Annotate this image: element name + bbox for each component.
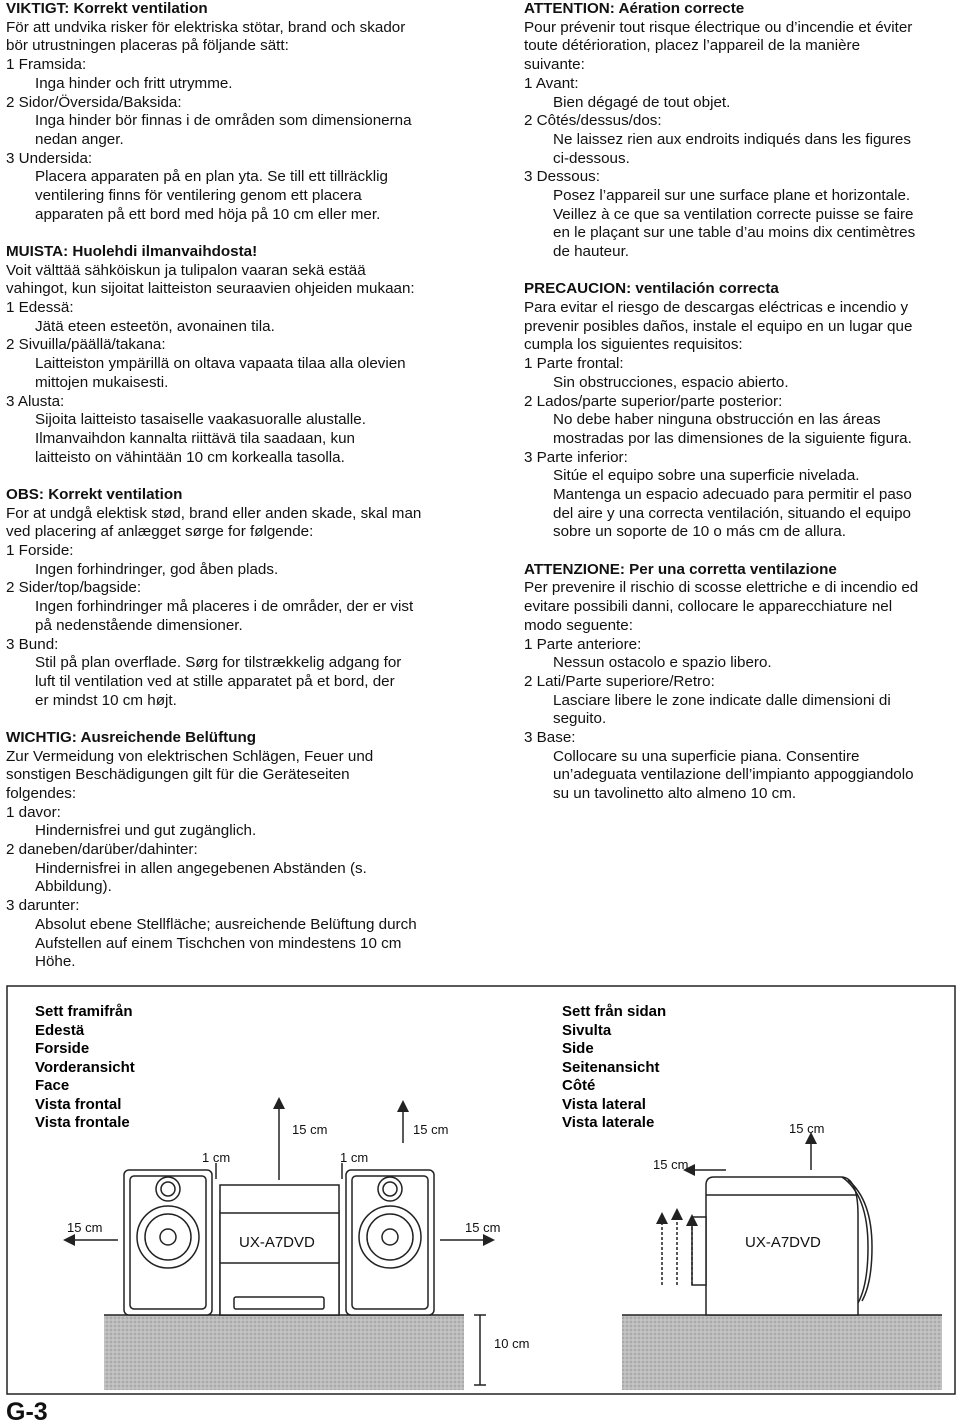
side-caption-line: Side xyxy=(562,1040,594,1057)
diagram-figure xyxy=(6,985,956,1395)
section-detail-line: Lasciare libere le zone indicate dalle dimensioni di xyxy=(553,691,891,709)
side-table-surface xyxy=(622,1315,942,1390)
section-detail-line: Stil på plan overflade. Sørg for tilstrækkelig adgang for xyxy=(35,654,402,672)
front-caption-line: Sett framifrån xyxy=(35,1003,133,1020)
table-surface xyxy=(104,1315,464,1390)
section-body-line: 1 Avant: xyxy=(524,74,579,92)
section-body-line: 3 darunter: xyxy=(6,897,80,915)
section-body-line: 1 Parte frontal: xyxy=(524,355,624,373)
section-detail-line: Hindernisfrei in allen angegebenen Abständen (s. xyxy=(35,859,367,877)
section-detail-line: Placera apparaten på en plan yta. Se till ett tillräcklig xyxy=(35,168,388,186)
front-caption-line: Edestä xyxy=(35,1022,85,1039)
right-column xyxy=(524,0,956,804)
front-caption-line: Vista frontal xyxy=(35,1096,122,1113)
section-body-line: cumpla los siguientes requisitos: xyxy=(524,336,743,354)
section-detail-line: Ilmanvaihdon kannalta riittävä tila saadaan, kun xyxy=(35,429,355,447)
section-detail-line: mostradas por las dimensiones de la siguiente figura. xyxy=(553,429,912,447)
dim-side-back: 15 cm xyxy=(653,1157,689,1172)
front-caption-line: Vista frontale xyxy=(35,1114,130,1131)
section-body-line: folgendes: xyxy=(6,784,77,802)
section-detail-line: Abbildung). xyxy=(35,878,112,896)
section-title: PRECAUCION: ventilación correcta xyxy=(524,280,779,298)
section-detail-line: de hauteur. xyxy=(553,243,630,261)
dim-outer-right: 15 cm xyxy=(465,1220,501,1235)
front-caption-line: Vorderansicht xyxy=(35,1059,135,1076)
side-view-drawing xyxy=(474,1135,942,1390)
section-body-line: 3 Parte inferior: xyxy=(524,448,628,466)
section-danish xyxy=(6,486,444,710)
section-body-line: sonstigen Beschädigungen gilt für die Geräteseiten xyxy=(6,766,350,784)
section-title: ATTENZIONE: Per una corretta ventilazione xyxy=(524,560,837,578)
section-detail-line: apparaten på ett bord med höja på 10 cm eller mer. xyxy=(35,205,381,223)
section-body-line: 2 Lati/Parte superiore/Retro: xyxy=(524,672,715,690)
section-french xyxy=(524,0,956,262)
section-detail-line: Ne laissez rien aux endroits indiqués dans les figures xyxy=(553,130,911,148)
section-swedish xyxy=(6,0,444,224)
dim-side-top: 15 cm xyxy=(789,1121,825,1136)
section-body-line: 2 Sider/top/bagside: xyxy=(6,579,142,597)
side-view-caption xyxy=(562,1003,666,1131)
section-body-line: 1 davor: xyxy=(6,803,61,821)
page-number: G-3 xyxy=(6,1398,48,1426)
section-body-line: 2 daneben/darüber/dahinter: xyxy=(6,841,198,859)
section-detail-line: Inga hinder bör finnas i de områden som dimensionerna xyxy=(35,112,412,130)
section-italian xyxy=(524,561,956,804)
side-caption-line: Sivulta xyxy=(562,1022,612,1039)
section-detail-line: Höhe. xyxy=(35,953,76,971)
ventilation-diagram xyxy=(6,985,956,1395)
section-body-line: toute détérioration, placez l’appareil de la manière xyxy=(524,37,861,55)
section-detail-line: Ingen forhindringer må placeres i de områder, der er vist xyxy=(35,598,414,616)
section-detail-line: Veillez à ce que sa ventilation correcte puisse se faire xyxy=(553,205,914,223)
section-body-line: 2 Sidor/Översida/Baksida: xyxy=(6,93,182,111)
section-detail-line: er mindst 10 cm højt. xyxy=(35,691,177,709)
section-body-line: Zur Vermeidung von elektrischen Schlägen, Feuer und xyxy=(6,747,374,765)
left-column xyxy=(6,0,444,972)
section-detail-line: Sin obstrucciones, espacio abierto. xyxy=(553,373,789,391)
section-body-line: 2 Sivuilla/päällä/takana: xyxy=(6,336,166,354)
side-caption-line: Sett från sidan xyxy=(562,1003,667,1020)
section-detail-line: Jätä eteen esteetön, avonainen tila. xyxy=(35,317,275,335)
section-body-line: For at undgå elektisk stød, brand eller anden skade, skal man xyxy=(6,504,422,522)
section-detail-line: No debe haber ninguna obstrucción en las áreas xyxy=(553,411,881,429)
model-label-front: UX-A7DVD xyxy=(239,1234,315,1251)
section-body-line: För att undvika risker för elektriska stötar, brand och skador xyxy=(6,18,406,36)
section-detail-line: Laitteiston ympärillä on oltava vapaata tilaa alla olevien xyxy=(35,355,406,373)
dim-top-left: 15 cm xyxy=(292,1122,328,1137)
section-detail-line: Sijoita laitteisto tasaiselle vaakasuoralle alustalle. xyxy=(35,411,366,429)
section-detail-line: Hindernisfrei und gut zugänglich. xyxy=(35,822,257,840)
section-body-line: 1 Parte anteriore: xyxy=(524,635,642,653)
section-body-line: 1 Edessä: xyxy=(6,299,74,317)
dim-gap-right: 1 cm xyxy=(340,1150,369,1165)
section-detail-line: ventilering finns för ventilering genom ett placera xyxy=(35,187,362,205)
dim-gap-left: 1 cm xyxy=(202,1150,231,1165)
section-detail-line: Absolut ebene Stellfläche; ausreichende Belüftung durch xyxy=(35,915,417,933)
left-speaker xyxy=(124,1170,212,1315)
section-detail-line: ci-dessous. xyxy=(553,149,630,167)
section-body-line: Voit välttää sähköiskun ja tulipalon vaaran sekä estää xyxy=(6,261,366,279)
section-body-line: 3 Dessous: xyxy=(524,168,600,186)
front-caption-line: Forside xyxy=(35,1040,90,1057)
section-detail-line: del aire y una correcta ventilación, situando el equipo xyxy=(553,504,911,522)
side-caption-line: Seitenansicht xyxy=(562,1059,660,1076)
section-detail-line: Aufstellen auf einem Tischchen von mindestens 10 cm xyxy=(35,934,402,952)
section-detail-line: luft til ventilation ved at stille apparatet på et bord, der xyxy=(35,672,395,690)
dim-top-right: 15 cm xyxy=(413,1122,449,1137)
section-body-line: 3 Alusta: xyxy=(6,392,65,410)
section-detail-line: Mantenga un espacio adecuado para permitir el paso xyxy=(553,486,912,504)
section-detail-line: Sitúe el equipo sobre una superficie nivelada. xyxy=(553,467,860,485)
side-caption-line: Vista laterale xyxy=(562,1114,655,1131)
section-body-line: vahingot, kun sijoitat laitteiston seuraavien ohjeiden mukaan: xyxy=(6,280,415,298)
section-body-line: 2 Côtés/dessus/dos: xyxy=(524,112,662,130)
section-body-line: 1 Framsida: xyxy=(6,56,87,74)
side-caption-line: Vista lateral xyxy=(562,1096,646,1113)
right-speaker xyxy=(346,1170,434,1315)
section-body-line: Para evitar el riesgo de descargas eléctricas e incendio y xyxy=(524,299,909,317)
section-body-line: 3 Base: xyxy=(524,729,576,747)
section-detail-line: seguito. xyxy=(553,710,607,728)
section-body-line: bör utrustningen placeras på följande sätt: xyxy=(6,37,289,55)
section-body-line: evitare possibili danni, collocare le apparecchiature nel xyxy=(524,598,893,616)
section-body-line: modo seguente: xyxy=(524,616,633,634)
front-view-caption xyxy=(35,1003,135,1131)
section-detail-line: en le plaçant sur une table d’au moins dix centimètres xyxy=(553,224,916,242)
section-detail-line: mittojen mukaisesti. xyxy=(35,373,169,391)
section-title: OBS: Korrekt ventilation xyxy=(6,485,183,503)
section-detail-line: laitteisto on vähintään 10 cm korkealla tasolla. xyxy=(35,448,345,466)
section-body-line: 3 Bund: xyxy=(6,635,59,653)
front-caption-line: Face xyxy=(35,1077,70,1094)
section-spanish xyxy=(524,280,956,542)
section-detail-line: sobre un soporte de 10 o más cm de allura. xyxy=(553,523,846,541)
section-title: MUISTA: Huolehdi ilmanvaihdosta! xyxy=(6,242,258,260)
section-title: WICHTIG: Ausreichende Belüftung xyxy=(6,728,257,746)
section-body-line: Per prevenire il rischio di scosse elettriche e di incendio ed xyxy=(524,579,919,597)
section-detail-line: Bien dégagé de tout objet. xyxy=(553,93,731,111)
section-finnish xyxy=(6,243,444,467)
section-detail-line: nedan anger. xyxy=(35,130,124,148)
section-body-line: Pour prévenir tout risque électrique ou d’incendie et éviter xyxy=(524,18,913,36)
section-body-line: 1 Forside: xyxy=(6,541,74,559)
section-detail-line: un’adeguata ventilazione dell’impianto appoggiandolo xyxy=(553,766,914,784)
section-detail-line: Nessun ostacolo e spazio libero. xyxy=(553,654,772,672)
model-label-side: UX-A7DVD xyxy=(745,1234,821,1251)
section-body-line: suivante: xyxy=(524,56,585,74)
section-detail-line: Posez l’appareil sur une surface plane et horizontale. xyxy=(553,187,911,205)
section-detail-line: på nedenstående dimensioner. xyxy=(35,616,243,634)
section-body-line: 3 Undersida: xyxy=(6,149,93,167)
section-title: ATTENTION: Aération correcte xyxy=(524,0,745,17)
section-german xyxy=(6,729,444,972)
section-detail-line: Ingen forhindringer, god åben plads. xyxy=(35,560,279,578)
section-body-line: prevenir posibles daños, instale el equipo en un lugar que xyxy=(524,317,913,335)
dim-outer-left: 15 cm xyxy=(67,1220,103,1235)
dim-side-bottom: 10 cm xyxy=(494,1336,530,1351)
section-body-line: ved placering af anlægget sørge for følgende: xyxy=(6,523,314,541)
section-body-line: 2 Lados/parte superior/parte posterior: xyxy=(524,392,783,410)
side-caption-line: Côté xyxy=(562,1077,596,1094)
section-title: VIKTIGT: Korrekt ventilation xyxy=(6,0,208,17)
section-detail-line: Inga hinder och fritt utrymme. xyxy=(35,74,233,92)
section-detail-line: su un tavolinetto alto almeno 10 cm. xyxy=(553,785,797,803)
section-detail-line: Collocare su una superficie piana. Consentire xyxy=(553,747,860,765)
